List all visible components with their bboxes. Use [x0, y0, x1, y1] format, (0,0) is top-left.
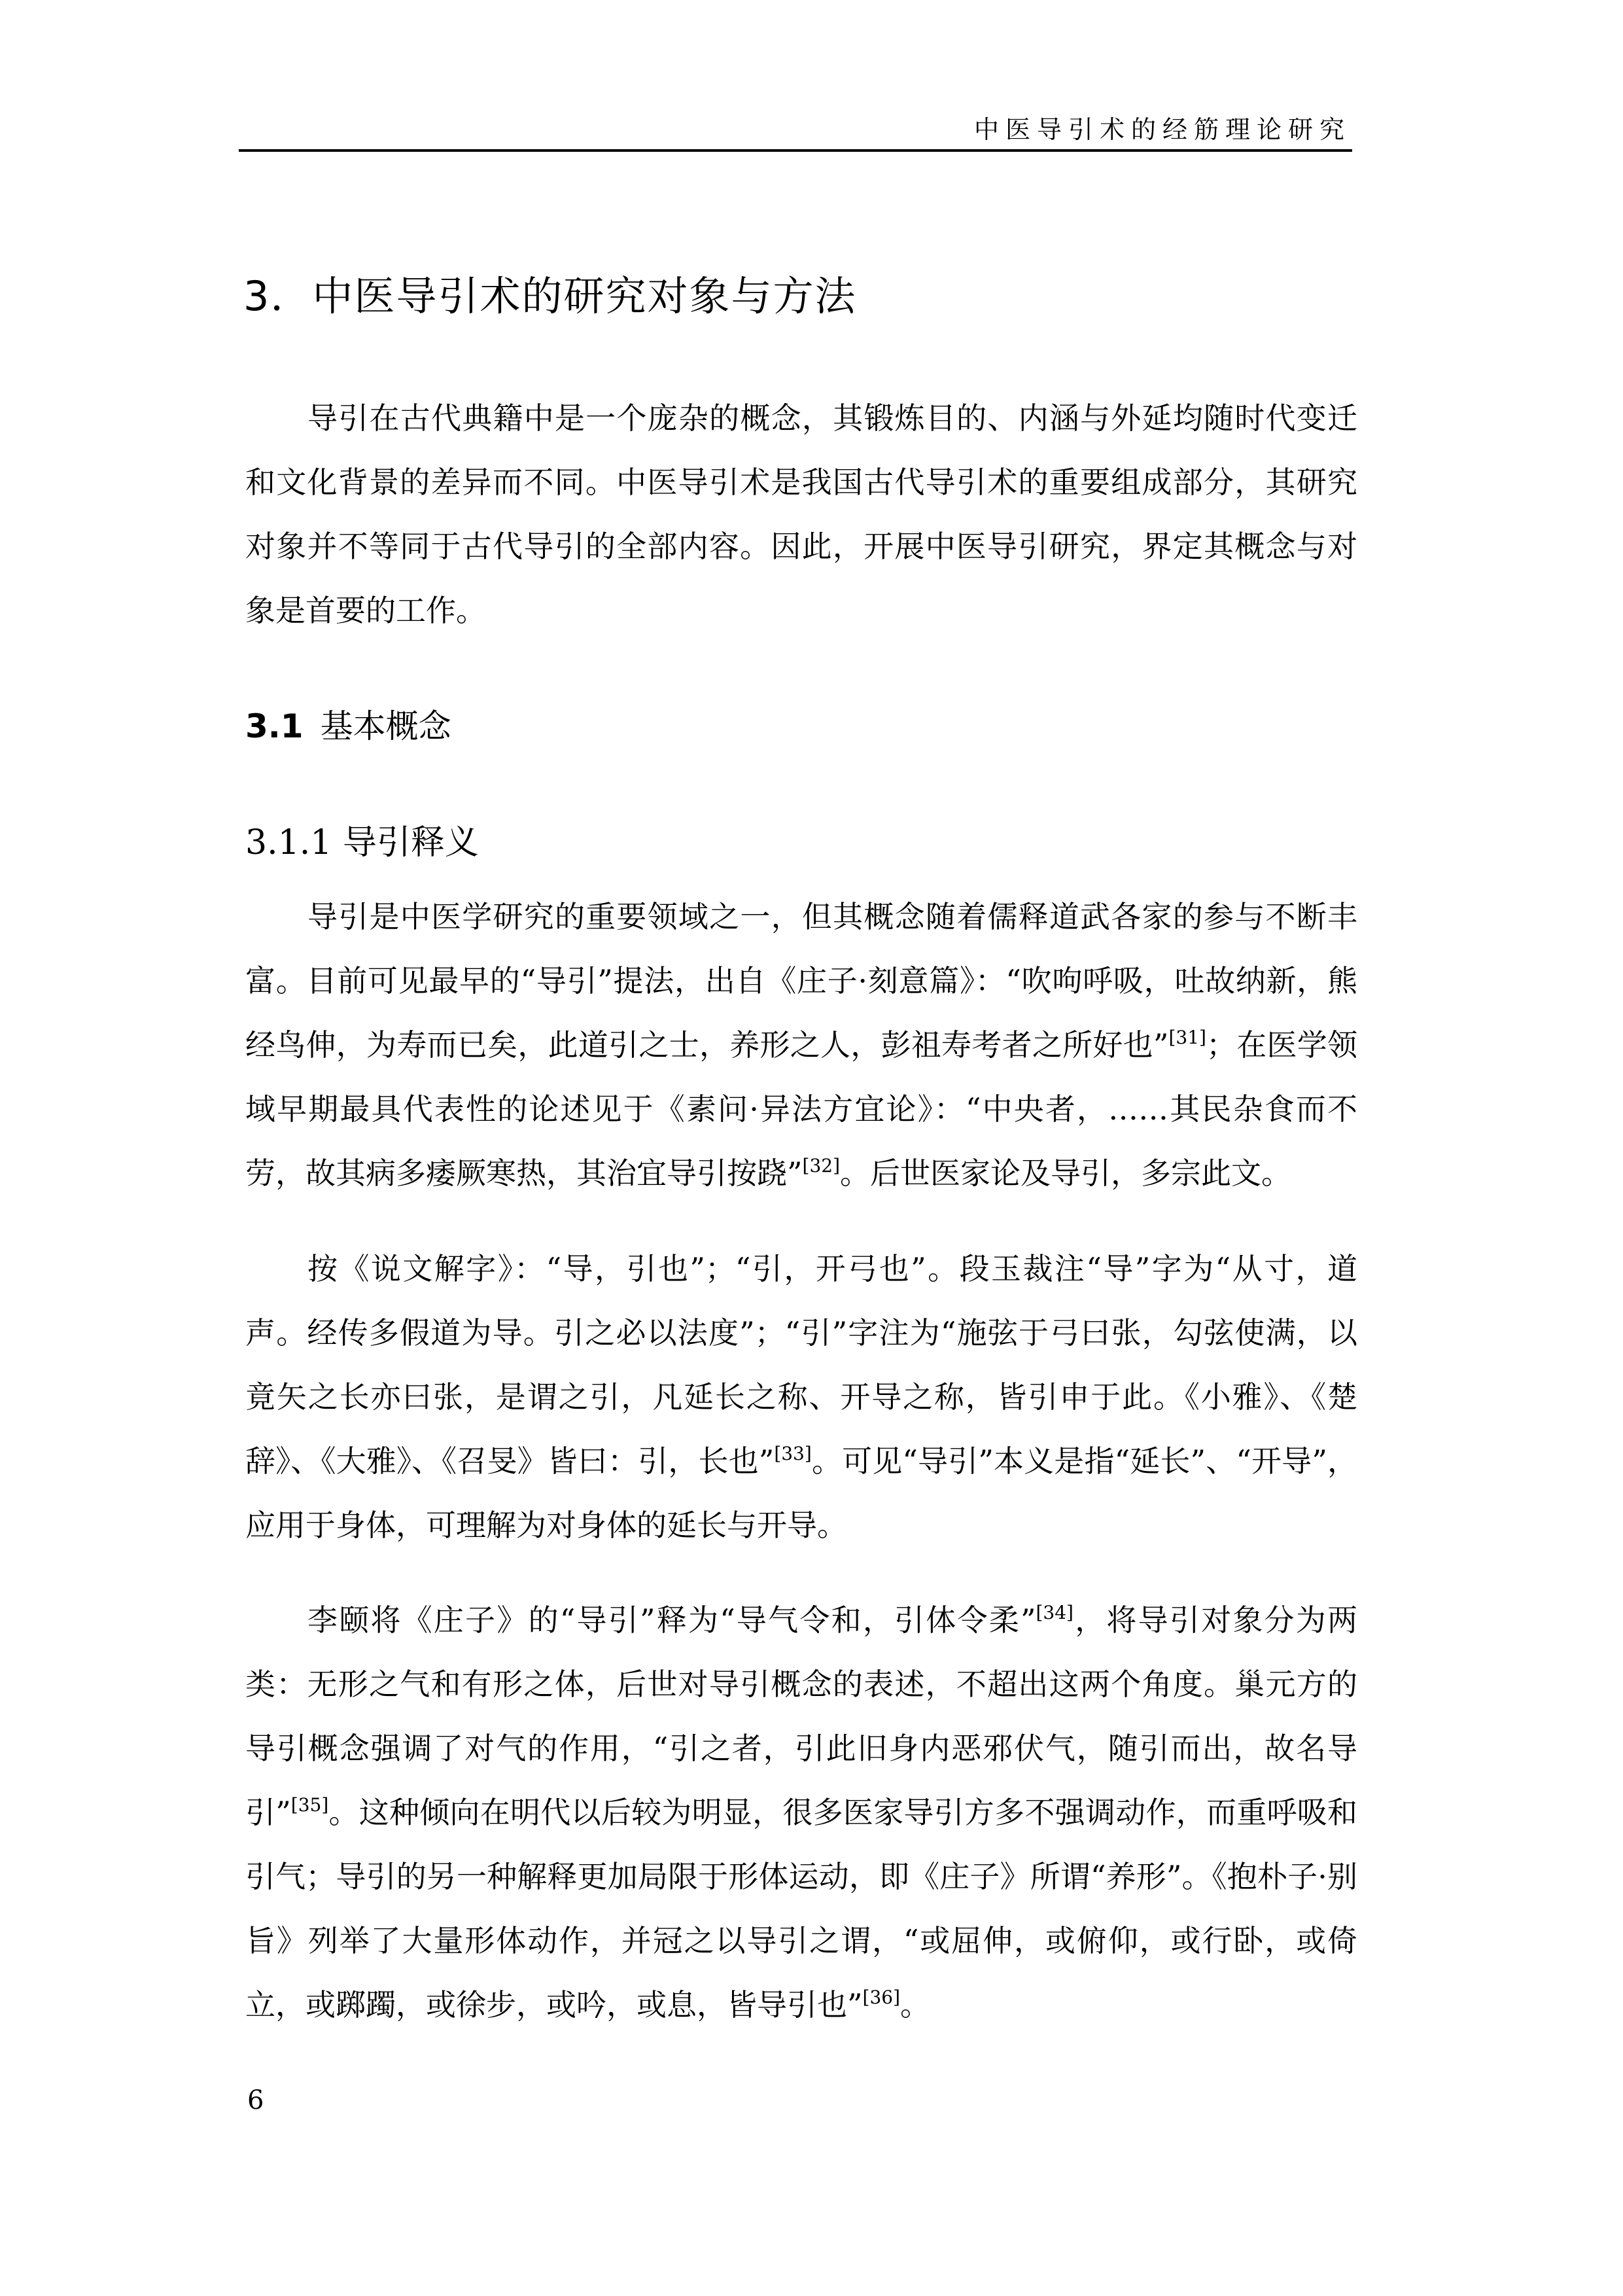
- citation-31: [31]: [1168, 1027, 1206, 1048]
- header-rule: [239, 149, 1352, 152]
- paragraph-text: 导引是中医学研究的重要领域之一，但其概念随着儒释道武各家的参与不断丰富。目前可见最早的“导引”提法，出自《庄子·刻意篇》：“吹呴呼吸，吐故纳新，熊经鸟伸，为寿而已矣，此道引之士，养形之人，彭祖寿考者之所好也”: [245, 899, 1357, 1063]
- paragraph-text: 。这种倾向在明代以后较为明显，很多医家导引方多不强调动作，而重呼吸和引气；导引的另一种解释更加局限于形体运动，即《庄子》所谓“养形”。《抱朴子·别旨》列举了大量形体动作，并冠之以导引之谓，“或屈伸，或俯仰，或行卧，或倚立，或踯躅，或徐步，或吟，或息，皆导引也”: [245, 1795, 1357, 2022]
- subsubsection-heading: 3.1.1 导引释义: [245, 823, 479, 862]
- paragraph-text: ，将导引对象分为两类：无形之气和有形之体，后世对导引概念的表述，不超出这两个角度。巢元方的导引概念强调了对气的作用，“引之者，引此旧身内恶邪伏气，随引而出，故名导引”: [245, 1602, 1357, 1830]
- paragraph-text: 李颐将《庄子》的“导引”释为“导气令和，引体令柔”: [307, 1602, 1036, 1638]
- subsection-number: 3.1: [245, 707, 304, 745]
- citation-32: [32]: [802, 1155, 841, 1176]
- citation-36: [36]: [862, 1987, 901, 2008]
- paragraph-text: 。可见“导引”本义是指“延长”、“开导”，应用于身体，可理解为对身体的延长与开导。: [245, 1443, 1357, 1543]
- paragraph-text: 按《说文解字》：“导，引也”；“引，开弓也”。段玉裁注“导”字为“从寸，道声。经传多假道为导。引之必以法度”；“引”字注为“施弦于弓曰张，勾弦使满，以竟矢之长亦曰张，是谓之引，凡延长之称、开导之称，皆引申于此。《小雅》、《楚辞》、《大雅》、《召旻》皆曰：引，长也”: [245, 1251, 1357, 1479]
- subsection-heading: [245, 700, 451, 752]
- running-header-title: 中医导引术的经筋理论研究: [973, 115, 1351, 144]
- paragraph-text: ；在医学领域早期最具代表性的论述见于《素问·异法方宜论》：“中央者，……其民杂食而不劳，故其病多痿厥寒热，其治宜导引按跷”: [245, 1027, 1357, 1191]
- body-paragraph-1: [245, 885, 1357, 1205]
- intro-paragraph: 导引在古代典籍中是一个庞杂的概念，其锻炼目的、内涵与外延均随时代变迁和文化背景的差异而不同。中医导引术是我国古代导引术的重要组成部分，其研究对象并不等同于古代导引的全部内容。因此，开展中医导引研究，界定其概念与对象是首要的工作。: [245, 400, 1357, 628]
- citation-34: [34]: [1036, 1602, 1073, 1623]
- page-number: 6: [247, 2085, 264, 2115]
- paragraph-text: 。后世医家论及导引，多宗此文。: [840, 1156, 1292, 1191]
- citation-35: [35]: [290, 1794, 329, 1816]
- paragraph-text: 。: [900, 1987, 931, 2022]
- body-paragraph-3: [245, 1588, 1357, 2037]
- body-paragraph-2: [245, 1237, 1357, 1557]
- subsection-title: 基本概念: [320, 707, 451, 745]
- citation-33: [33]: [774, 1443, 812, 1464]
- section-heading: 3．中医导引术的研究对象与方法: [243, 272, 857, 320]
